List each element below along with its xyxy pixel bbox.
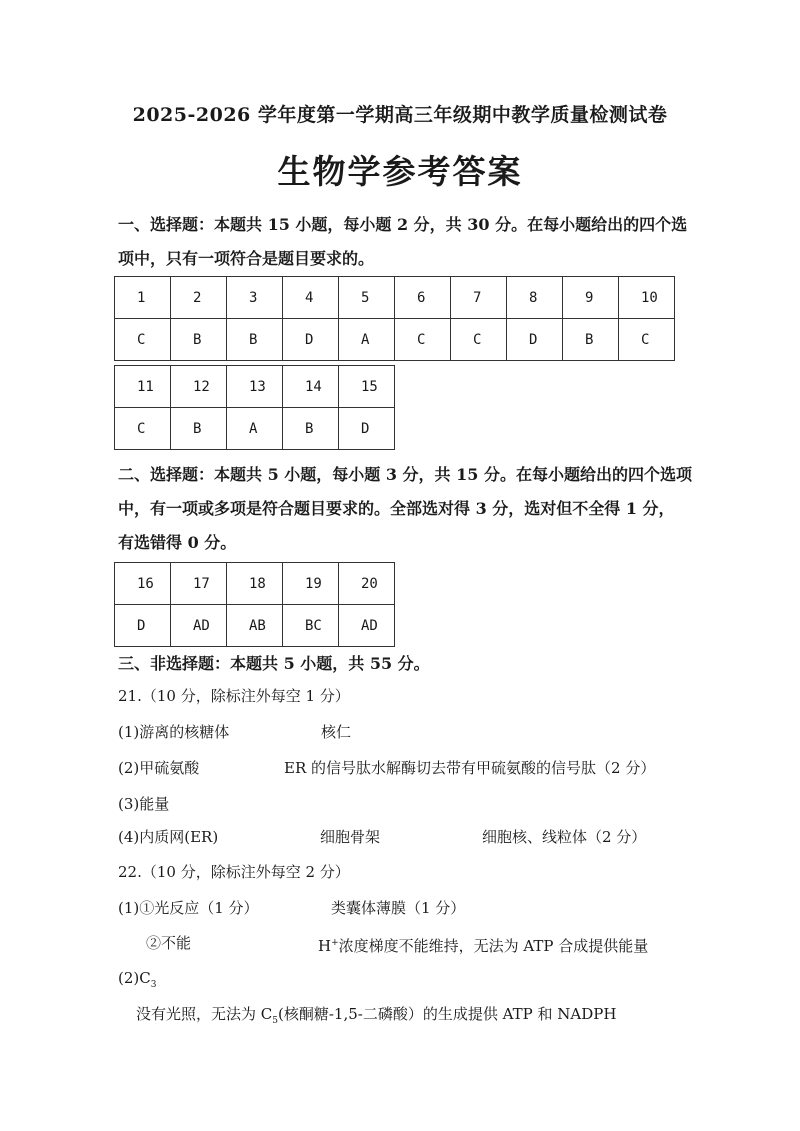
question-number: 3 (227, 277, 283, 319)
answer-cell: AB (227, 605, 283, 647)
question-number: 9 (563, 277, 619, 319)
question-number: 8 (507, 277, 563, 319)
q22-part1-d-text: 浓度梯度不能维持，无法为 ATP 合成提供能量 (338, 937, 649, 955)
hydrogen-ion-symbol: H (318, 937, 332, 955)
table-row (115, 605, 395, 647)
q22-part2-label (118, 968, 156, 995)
section3-heading-text: 三、非选择题：本题共 5 小题，共 55 分。 (118, 654, 430, 673)
answer-cell: C (451, 319, 507, 361)
q22-part2-explanation-a: 没有光照，无法为 C (136, 1005, 273, 1023)
subscript: 3 (150, 980, 157, 990)
q22-part1-b: 类囊体薄膜（1 分） (331, 899, 466, 917)
answer-cell: BC (283, 605, 339, 647)
section2-heading-line3: 有选错得 0 分。 (118, 533, 237, 552)
charge-superscript: + (331, 938, 339, 948)
q22-part1-d (318, 933, 648, 956)
q21-part4-b: 细胞骨架 (320, 828, 381, 846)
section1-table-row1 (114, 276, 675, 361)
q22-part2-explanation-b: (核酮糖-1,5-二磷酸）的生成提供 ATP 和 NADPH (277, 1005, 617, 1023)
answer-cell: AD (339, 605, 395, 647)
q22-part2-explanation (136, 1004, 616, 1031)
exam-title: 2025-2026 学年度第一学期高三年级期中教学质量检测试卷 (132, 104, 668, 126)
question-number: 12 (171, 366, 227, 408)
q22-part1-c: ②不能 (146, 934, 192, 952)
question-number: 15 (339, 366, 395, 408)
answer-cell: B (171, 408, 227, 450)
question-number: 1 (115, 277, 171, 319)
table-row (115, 366, 395, 408)
question-number: 14 (283, 366, 339, 408)
answer-cell: B (227, 319, 283, 361)
section2-heading-line1: 二、选择题：本题共 5 小题，每小题 3 分，共 15 分。在每小题给出的四个选项 (118, 465, 692, 484)
subscript: 5 (272, 1016, 278, 1026)
answer-cell: AD (171, 605, 227, 647)
q22-title: 22.（10 分，除标注外每空 2 分） (118, 863, 350, 881)
answer-cell: C (115, 408, 171, 450)
answer-cell: D (507, 319, 563, 361)
q21-part3: (3)能量 (118, 795, 170, 813)
section1-heading-line2: 项中，只有一项符合是题目要求的。 (118, 249, 375, 268)
question-number: 17 (171, 563, 227, 605)
q21-part4-c: 细胞核、线粒体（2 分） (482, 828, 647, 846)
q21-part1-a: (1)游离的核糖体 (118, 723, 230, 741)
q22-part1-a: (1)①光反应（1 分） (118, 899, 259, 917)
q21-part1-b: 核仁 (321, 723, 352, 741)
section2-heading-line2: 中，有一项或多项是符合题目要求的。全部选对得 3 分，选对但不全得 1 分， (118, 499, 675, 518)
question-number: 7 (451, 277, 507, 319)
answer-cell: A (339, 319, 395, 361)
answer-cell: D (115, 605, 171, 647)
answer-cell: C (619, 319, 675, 361)
table-row (115, 408, 395, 450)
question-number: 11 (115, 366, 171, 408)
answer-cell: C (115, 319, 171, 361)
question-number: 13 (227, 366, 283, 408)
answer-cell: B (563, 319, 619, 361)
section2-table (114, 562, 395, 647)
q21-part4-a: (4)内质网(ER) (118, 828, 219, 846)
table-row (115, 319, 675, 361)
section2-heading (118, 458, 698, 560)
question-number: 2 (171, 277, 227, 319)
question-number: 20 (339, 563, 395, 605)
section1-heading (118, 208, 698, 276)
q21-part2-a: (2)甲硫氨酸 (118, 759, 200, 777)
subject-title: 生物学参考答案 (277, 152, 523, 191)
q21-part2-b: ER 的信号肽水解酶切去带有甲硫氨酸的信号肽（2 分） (284, 759, 656, 777)
question-number: 10 (619, 277, 675, 319)
question-number: 19 (283, 563, 339, 605)
answer-cell: B (283, 408, 339, 450)
answer-cell: C (395, 319, 451, 361)
question-number: 16 (115, 563, 171, 605)
answer-cell: A (227, 408, 283, 450)
answer-cell: B (171, 319, 227, 361)
answer-cell: D (339, 408, 395, 450)
section3-heading (118, 647, 698, 681)
section1-table-row2 (114, 365, 395, 450)
table-row (115, 277, 675, 319)
answer-cell: D (283, 319, 339, 361)
q22-part2-text: (2)C (118, 969, 151, 987)
question-number: 6 (395, 277, 451, 319)
question-number: 4 (283, 277, 339, 319)
table-row (115, 563, 395, 605)
section1-heading-line1: 一、选择题：本题共 15 小题，每小题 2 分，共 30 分。在每小题给出的四个选 (118, 215, 688, 234)
question-number: 18 (227, 563, 283, 605)
question-number: 5 (339, 277, 395, 319)
q21-title: 21.（10 分，除标注外每空 1 分） (118, 687, 350, 705)
